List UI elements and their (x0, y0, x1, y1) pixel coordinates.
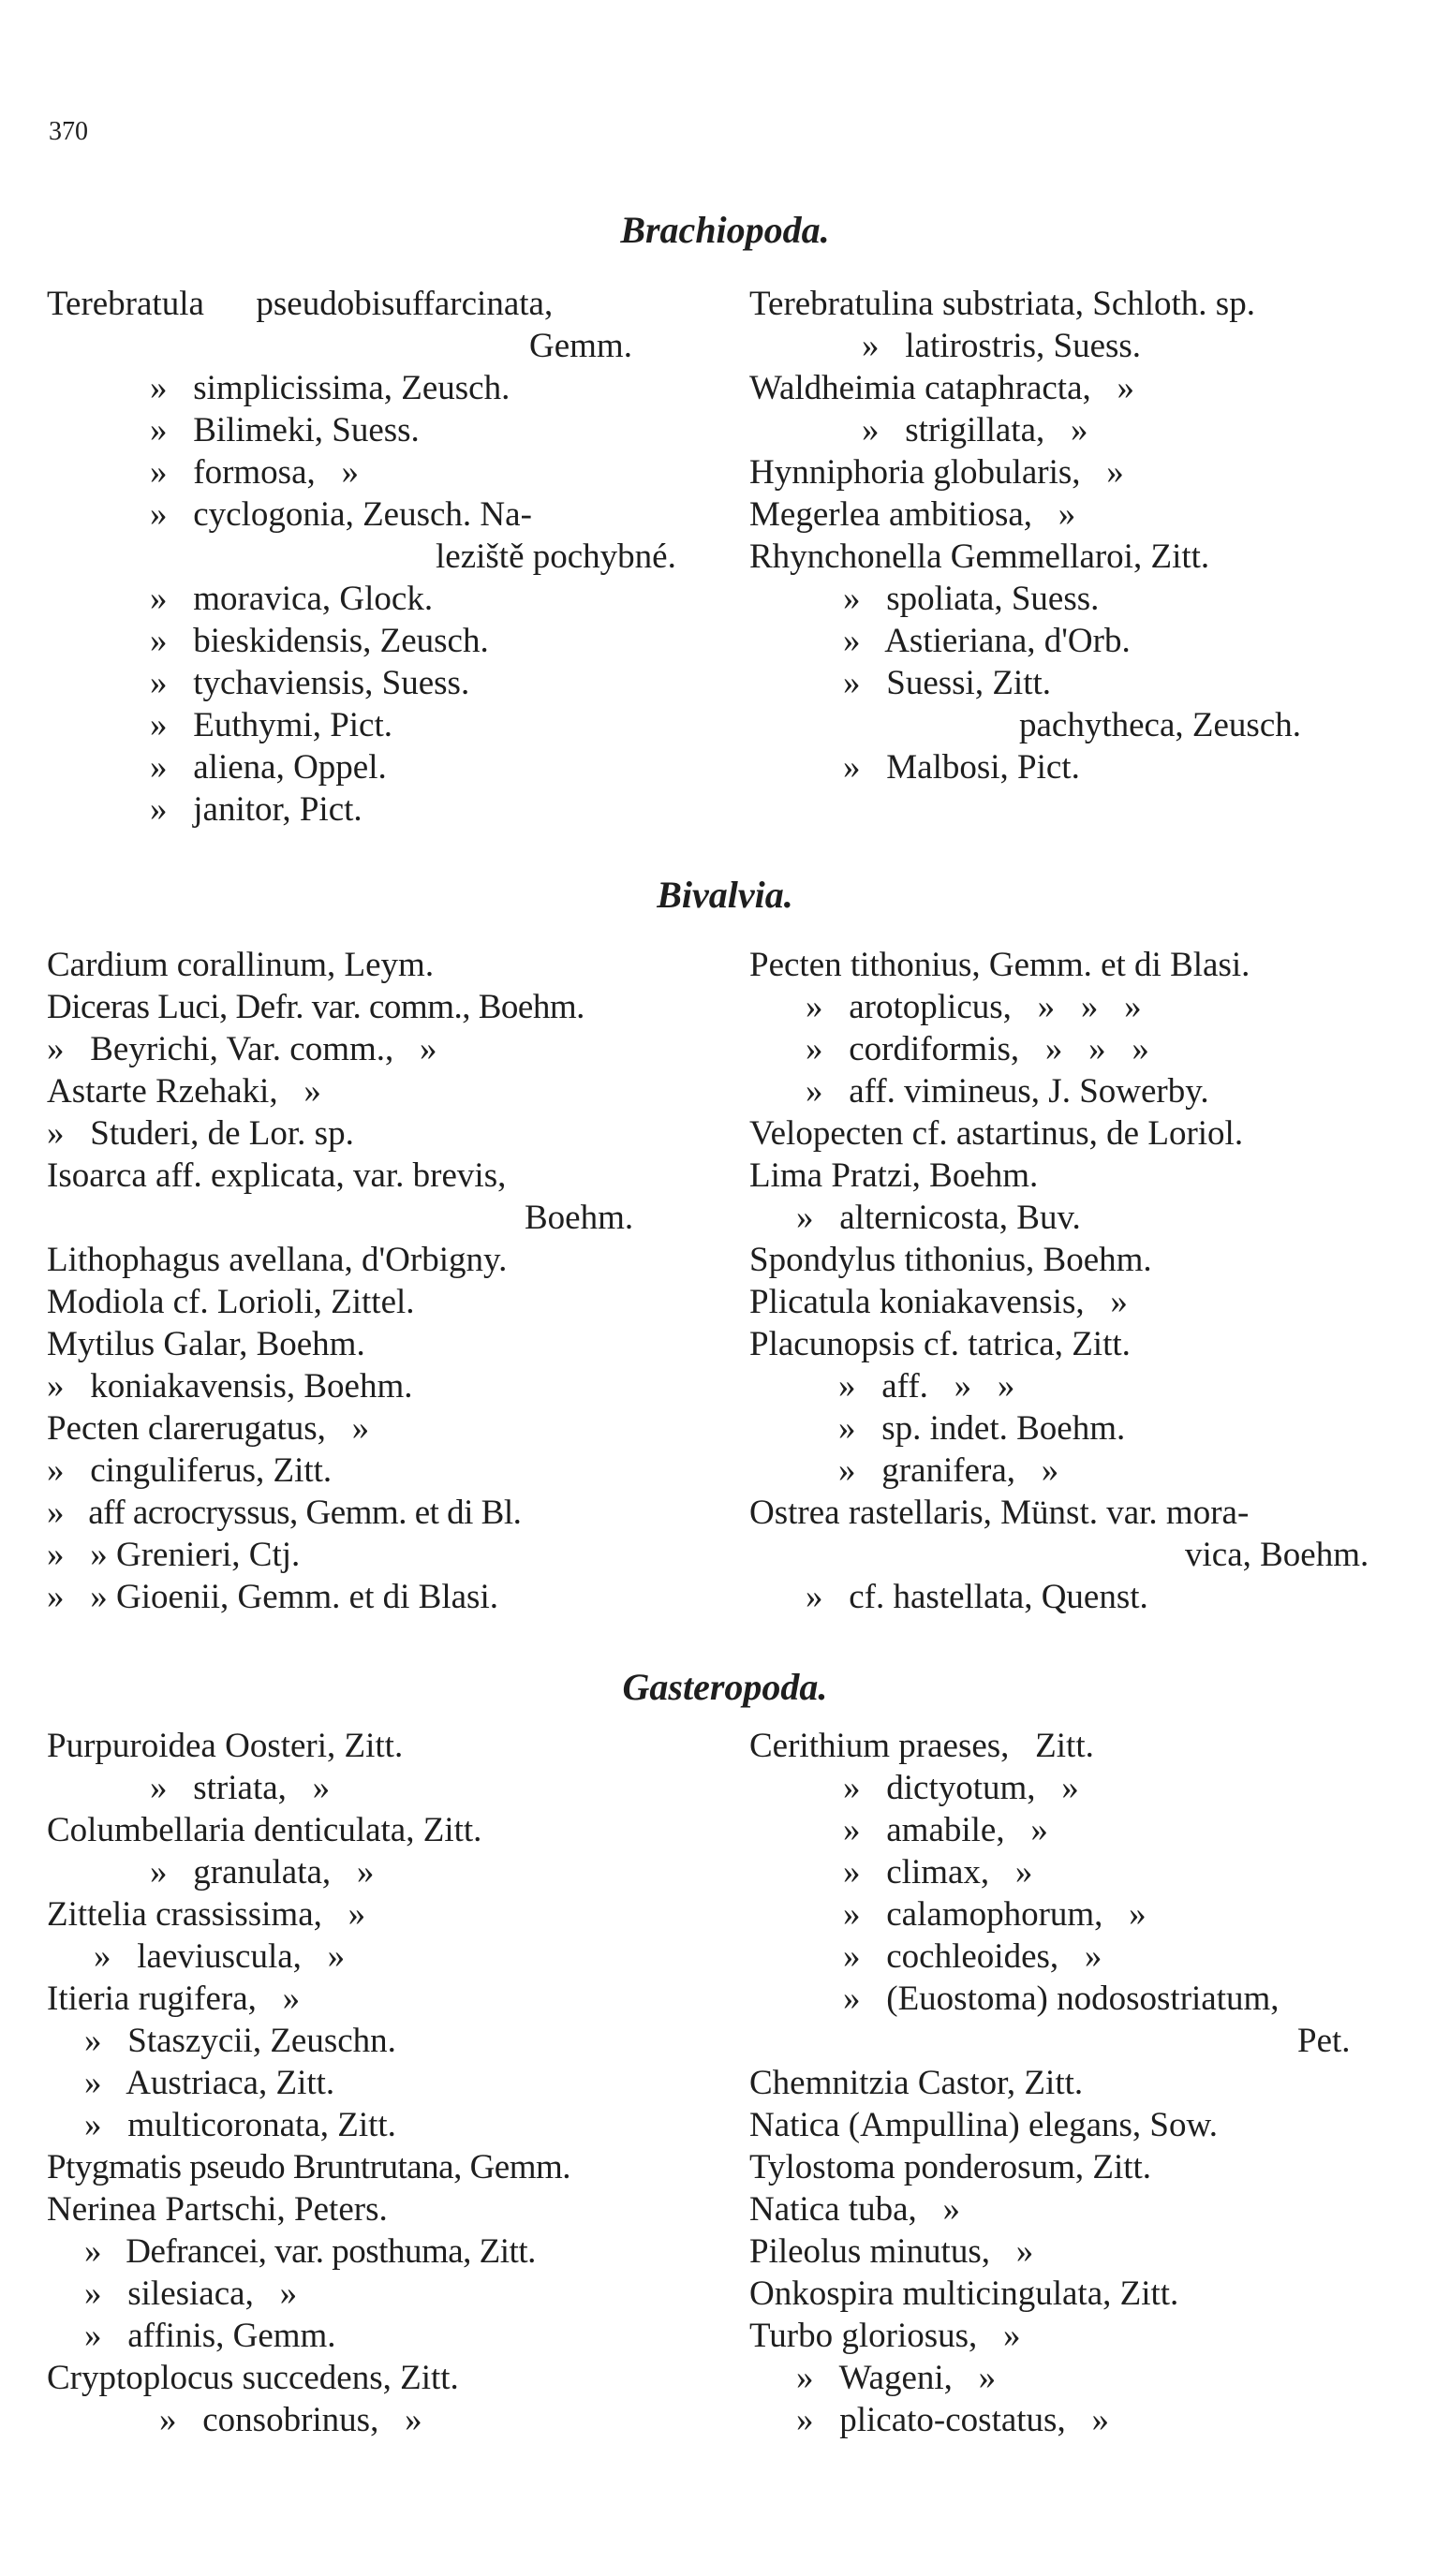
list-item: » Malbosi, Pict. (843, 748, 1080, 787)
list-item: Lithophagus avellana, d'Orbigny. (47, 1241, 508, 1279)
list-item: vica, Boehm. (1185, 1536, 1369, 1574)
section-title-bivalvia: Bivalvia. (657, 874, 793, 916)
list-item: » Wageni, » (796, 2359, 997, 2397)
list-item: Cryptoplocus succedens, Zitt. (47, 2359, 459, 2397)
section-title-brachiopoda: Brachiopoda. (620, 209, 830, 251)
list-item: » cyclogonia, Zeusch. Na- (150, 495, 532, 534)
list-item: » simplicissima, Zeusch. (150, 369, 510, 407)
list-item: Zittelia crassissima, » (47, 1895, 366, 1934)
list-item: leziště pochybné. (436, 537, 676, 576)
list-item: » consobrinus, » (159, 2401, 422, 2439)
list-item: » » Grenieri, Ctj. (47, 1536, 301, 1574)
list-item: Boehm. (525, 1199, 634, 1237)
list-item: Megerlea ambitiosa, » (749, 495, 1076, 534)
brachiopoda-right-column (749, 283, 1414, 788)
list-item: Ostrea rastellaris, Münst. var. mora- (749, 1494, 1250, 1532)
list-item: » Suessi, Zitt. (843, 664, 1052, 702)
list-item: Natica tuba, » (749, 2190, 960, 2229)
list-item: » calamophorum, » (843, 1895, 1147, 1934)
list-item: » sp. indet. Boehm. (838, 1409, 1126, 1448)
list-item: » granulata, » (150, 1853, 375, 1892)
list-item: Spondylus tithonius, Boehm. (749, 1241, 1152, 1279)
list-item: » tychaviensis, Suess. (150, 664, 470, 702)
list-item: Gemm. (529, 327, 632, 365)
list-item: Columbellaria denticulata, Zitt. (47, 1811, 482, 1849)
list-item: » moravica, Glock. (150, 580, 434, 618)
list-item: Onkospira multicingulata, Zitt. (749, 2274, 1179, 2313)
list-item: » cf. hastellata, Quenst. (806, 1578, 1148, 1616)
list-item: » arotoplicus, » » » (806, 988, 1142, 1026)
list-item: » aliena, Oppel. (150, 748, 387, 787)
list-item: » koniakavensis, Boehm. (47, 1367, 413, 1406)
list-item: Pecten tithonius, Gemm. et di Blasi. (749, 946, 1250, 984)
list-item: Cerithium praeses, Zitt. (749, 1727, 1094, 1765)
list-item: » Euthymi, Pict. (150, 706, 392, 744)
list-item: » latirostris, Suess. (862, 327, 1142, 365)
list-item: » formosa, » (150, 453, 359, 492)
list-item: » janitor, Pict. (150, 790, 362, 829)
bivalvia-right-column (749, 944, 1414, 1618)
bivalvia-left-column (47, 944, 721, 1618)
list-item: » (Euostoma) nodosostriatum, (843, 1980, 1280, 2018)
section-title-gasteropoda: Gasteropoda. (622, 1666, 828, 1708)
list-item: Rhynchonella Gemmellaroi, Zitt. (749, 537, 1210, 576)
list-item: » affinis, Gemm. (84, 2317, 336, 2355)
list-item: » silesiaca, » (84, 2274, 298, 2313)
list-item: Tylostoma ponderosum, Zitt. (749, 2148, 1152, 2186)
list-item: Pileolus minutus, » (749, 2232, 1034, 2271)
list-item: Terebratula pseudobisuffarcinata, (47, 285, 554, 323)
list-item: » aff acrocryssus, Gemm. et di Bl. (47, 1494, 522, 1532)
list-item: » dictyotum, » (843, 1769, 1079, 1807)
list-item: » cordiformis, » » » (806, 1030, 1149, 1068)
list-item: » laeviuscula, » (94, 1937, 346, 1976)
list-item: » Beyrichi, Var. comm., » (47, 1030, 437, 1068)
gasteropoda-left-column (47, 1725, 721, 2441)
list-item: Plicatula koniakavensis, » (749, 1283, 1128, 1321)
list-item: Waldheimia cataphracta, » (749, 369, 1135, 407)
list-item: Purpuroidea Oosteri, Zitt. (47, 1727, 404, 1765)
list-item: Lima Pratzi, Boehm. (749, 1156, 1039, 1195)
list-item: Chemnitzia Castor, Zitt. (749, 2064, 1084, 2102)
list-item: Natica (Ampullina) elegans, Sow. (749, 2106, 1219, 2144)
list-item: Isoarca aff. explicata, var. brevis, (47, 1156, 507, 1195)
list-item: Modiola cf. Lorioli, Zittel. (47, 1283, 415, 1321)
list-item: Itieria rugifera, » (47, 1980, 301, 2018)
list-item: Pecten clarerugatus, » (47, 1409, 370, 1448)
list-item: » plicato-costatus, » (796, 2401, 1109, 2439)
list-item: » striata, » (150, 1769, 331, 1807)
list-item: Placunopsis cf. tatrica, Zitt. (749, 1325, 1131, 1363)
list-item: Cardium corallinum, Leym. (47, 946, 435, 984)
list-item: » Astieriana, d'Orb. (843, 622, 1131, 660)
list-item: Turbo gloriosus, » (749, 2317, 1021, 2355)
list-item: » granifera, » (838, 1451, 1059, 1490)
list-item: » amabile, » (843, 1811, 1048, 1849)
gasteropoda-right-column (749, 1725, 1414, 2441)
list-item: » climax, » (843, 1853, 1033, 1892)
list-item: Pet. (1297, 2022, 1351, 2060)
brachiopoda-left-column (47, 283, 721, 831)
list-item: » strigillata, » (862, 411, 1088, 449)
list-item: » cinguliferus, Zitt. (47, 1451, 333, 1490)
list-item: » Austriaca, Zitt. (84, 2064, 335, 2102)
list-item: » aff. vimineus, J. Sowerby. (806, 1072, 1209, 1111)
list-item: pachytheca, Zeusch. (1019, 706, 1301, 744)
list-item: » alternicosta, Buv. (796, 1199, 1081, 1237)
list-item: Diceras Luci, Defr. var. comm., Boehm. (47, 988, 584, 1026)
list-item: » » Gioenii, Gemm. et di Blasi. (47, 1578, 498, 1616)
list-item: » Staszycii, Zeuschn. (84, 2022, 396, 2060)
list-item: » bieskidensis, Zeusch. (150, 622, 489, 660)
list-item: » multicoronata, Zitt. (84, 2106, 396, 2144)
list-item: » Defrancei, var. posthuma, Zitt. (84, 2232, 536, 2271)
list-item: » Studeri, de Lor. sp. (47, 1114, 354, 1153)
list-item: » cochleoides, » (843, 1937, 1102, 1976)
list-item: Mytilus Galar, Boehm. (47, 1325, 365, 1363)
list-item: » Bilimeki, Suess. (150, 411, 420, 449)
list-item: Terebratulina substriata, Schloth. sp. (749, 285, 1255, 323)
list-item: Ptygmatis pseudo Bruntrutana, Gemm. (47, 2148, 571, 2186)
list-item: Astarte Rzehaki, » (47, 1072, 321, 1111)
list-item: » spoliata, Suess. (843, 580, 1100, 618)
list-item: Hynniphoria globularis, » (749, 453, 1124, 492)
list-item: Nerinea Partschi, Peters. (47, 2190, 388, 2229)
page-number: 370 (49, 117, 88, 146)
list-item: Velopecten cf. astartinus, de Loriol. (749, 1114, 1244, 1153)
list-item: » aff. » » (838, 1367, 1015, 1406)
